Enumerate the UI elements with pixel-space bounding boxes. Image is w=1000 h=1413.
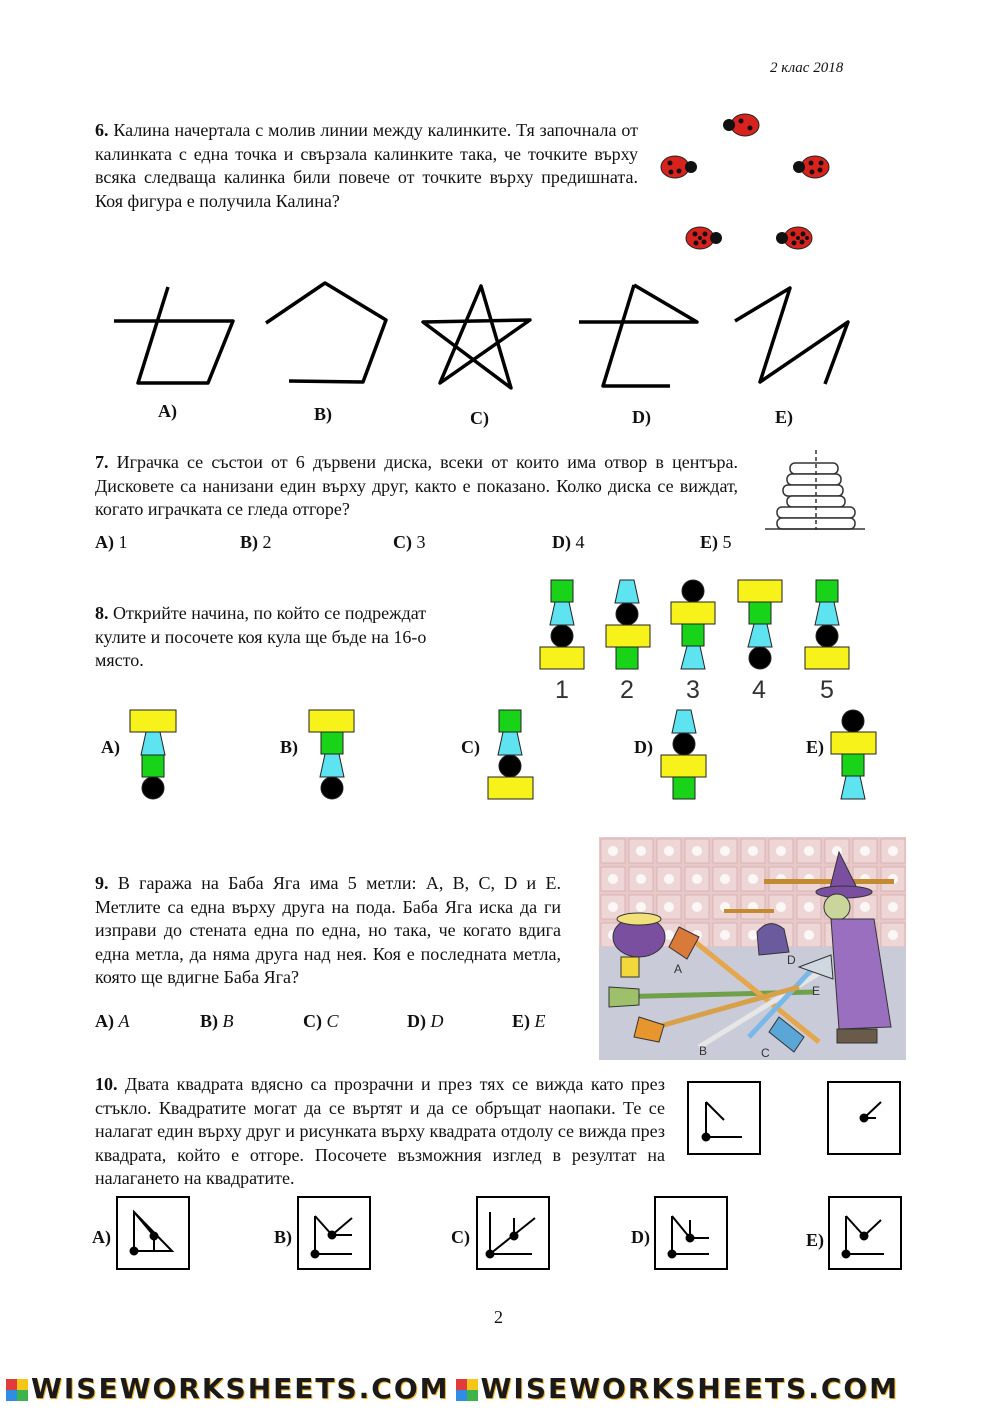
q9-number: 9. <box>95 873 109 893</box>
q8-option-d[interactable]: D) <box>634 737 653 757</box>
q7-answer-d[interactable]: D) 4 <box>552 532 585 552</box>
q10-option-d[interactable]: D) <box>631 1227 650 1247</box>
q10-option-b[interactable]: B) <box>274 1227 292 1247</box>
option-square-a <box>117 1197 189 1269</box>
q7-answer-e[interactable]: E) 5 <box>700 532 732 552</box>
tower-number-3: 3 <box>686 676 700 704</box>
q9-answer-a[interactable]: A) A <box>95 1011 130 1031</box>
broom-label-b: B <box>699 1044 708 1058</box>
broom-label-d: D <box>787 953 796 967</box>
q6-option-d[interactable]: D) <box>632 407 651 427</box>
q8-body: Открийте начина, по който се подреждат кулите и посочете коя кула ще бъде на 16-о място. <box>95 603 427 670</box>
option-square-c <box>477 1197 549 1269</box>
logo-icon <box>456 1379 478 1401</box>
tower-number-2: 2 <box>620 676 634 704</box>
logo-icon <box>6 1379 28 1401</box>
header-year: 2 клас 2018 <box>770 60 844 76</box>
option-square-d <box>655 1197 727 1269</box>
tower-number-4: 4 <box>752 676 766 704</box>
q7-answer-c[interactable]: C) 3 <box>393 532 426 552</box>
footer-watermark <box>0 1372 1000 1413</box>
q10-option-a[interactable]: A) <box>92 1227 111 1247</box>
given-square-1 <box>688 1082 760 1154</box>
q10-option-c[interactable]: C) <box>451 1227 470 1247</box>
given-square-2 <box>828 1082 900 1154</box>
q8-option-a[interactable]: A) <box>101 737 120 757</box>
q7-body: Играчка се състои от 6 дървени диска, всеки от които има отвор в центъра. Дисковете са нанизани един върху друг, както е показано. Колко диска се виждат, когато играчката се гледа отгоре? <box>95 452 738 519</box>
q8-number: 8. <box>95 603 109 623</box>
tower-number-5: 5 <box>820 676 834 704</box>
footer-brand-2: WISEWORKSHEETS.COM <box>480 1372 900 1405</box>
q6-body: Калина начертала с молив линии между калинките. Тя започнала от калинката с една точка и свързала калинките така, че точките върху всяка следваща калинка били повече от точките върху предишната. Коя фигура е получила Калина? <box>95 120 638 211</box>
q6-number: 6. <box>95 120 109 140</box>
q6-option-b[interactable]: B) <box>314 404 332 424</box>
q10-option-e[interactable]: E) <box>806 1230 824 1250</box>
q7-answer-a[interactable]: A) 1 <box>95 532 128 552</box>
q9-answer-b[interactable]: B) B <box>200 1011 234 1031</box>
q6-option-a[interactable]: A) <box>158 401 177 421</box>
option-square-e <box>829 1197 901 1269</box>
q10-number: 10. <box>95 1074 118 1094</box>
page-number: 2 <box>494 1307 503 1327</box>
option-square-b <box>298 1197 370 1269</box>
q6-option-e[interactable]: E) <box>775 407 793 427</box>
q8-option-c[interactable]: C) <box>461 737 480 757</box>
q6-option-c[interactable]: C) <box>470 408 489 428</box>
broom-label-c: C <box>761 1046 770 1060</box>
tower-number-1: 1 <box>555 676 569 704</box>
q9-answer-c[interactable]: C) C <box>303 1011 339 1031</box>
q9-body: В гаража на Баба Яга има 5 метли: A, B, C, D и E. Метлите са една върху друга на пода. Баба Яга иска да ги изправи до стената една по една, но така, че когато вдига една метла, да няма друга над нея. Коя е последната метла, която ще вдигне Баба Яга? <box>95 873 561 987</box>
footer-brand-1: WISEWORKSHEETS.COM <box>31 1372 450 1405</box>
q7-number: 7. <box>95 452 109 472</box>
q9-answer-e[interactable]: E) E <box>512 1011 546 1031</box>
broom-label-e: E <box>812 984 821 998</box>
q10-body: Двата квадрата вдясно са прозрачни и през тях се вижда като през стъкло. Квадратите могат да се въртят и да се обръщат наопаки. Те се налагат един върху друг и рисунката върху квадрата отдолу се вижда през квадрата, който е отгоре. Посочете възможния изглед в резултат на налагането на квадратите. <box>95 1074 666 1188</box>
broom-label-a: A <box>674 962 683 976</box>
q8-option-e[interactable]: E) <box>806 737 824 757</box>
q9-answer-d[interactable]: D) D <box>407 1011 444 1031</box>
q8-option-b[interactable]: B) <box>280 737 298 757</box>
q7-answer-b[interactable]: B) 2 <box>240 532 272 552</box>
